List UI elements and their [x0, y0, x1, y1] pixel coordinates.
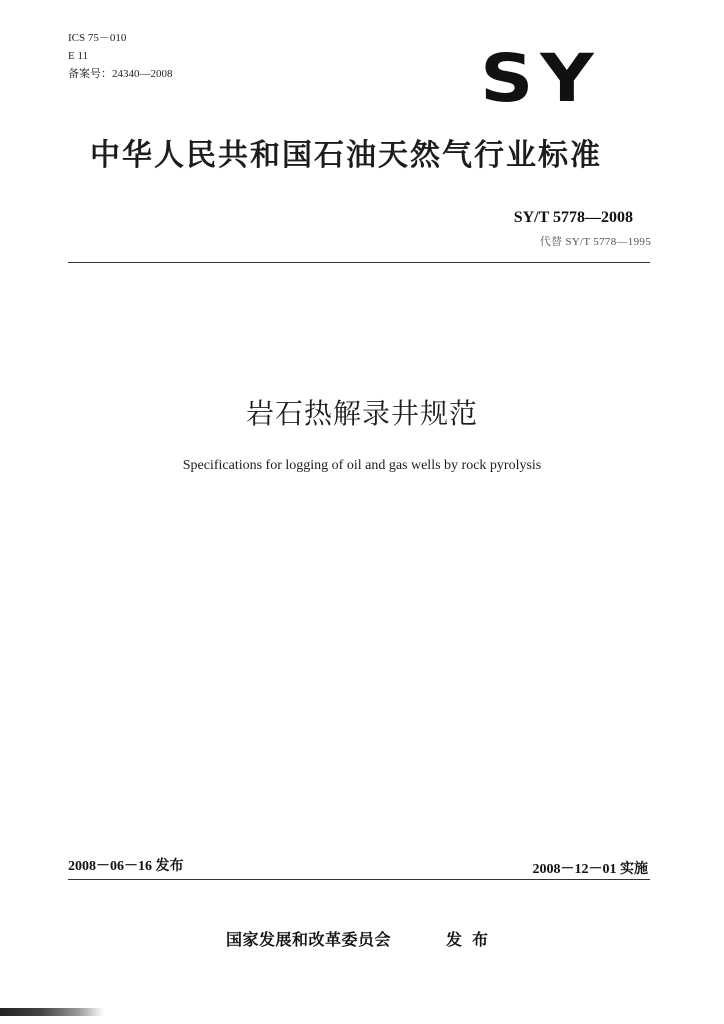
- classification-code: E 11: [68, 50, 89, 62]
- sy-logo: SY: [479, 40, 600, 117]
- standard-code: SY/T 5778—2008: [513, 209, 633, 226]
- issuing-action: 发布: [446, 930, 499, 949]
- top-divider: [68, 262, 650, 263]
- organization-title: 中华人民共和国石油天然气行业标准: [90, 138, 602, 173]
- issuing-authority: 国家发展和改革委员会: [226, 930, 392, 949]
- document-title-en: Specifications for logging of oil and gas wells by rock pyrolysis: [182, 458, 542, 473]
- implementation-date: 2008－12－01 实施: [532, 862, 648, 877]
- record-number: 备案号：24340—2008: [68, 68, 173, 80]
- bottom-divider: [68, 879, 650, 880]
- issue-date: 2008－06－16 发布: [68, 859, 184, 874]
- document-title-cn: 岩石热解录井规范: [245, 397, 478, 430]
- replaces-standard: 代替 SY/T 5778—1995: [539, 236, 651, 248]
- scan-artifact: [0, 1008, 104, 1016]
- ics-code: ICS 75－010: [68, 32, 127, 44]
